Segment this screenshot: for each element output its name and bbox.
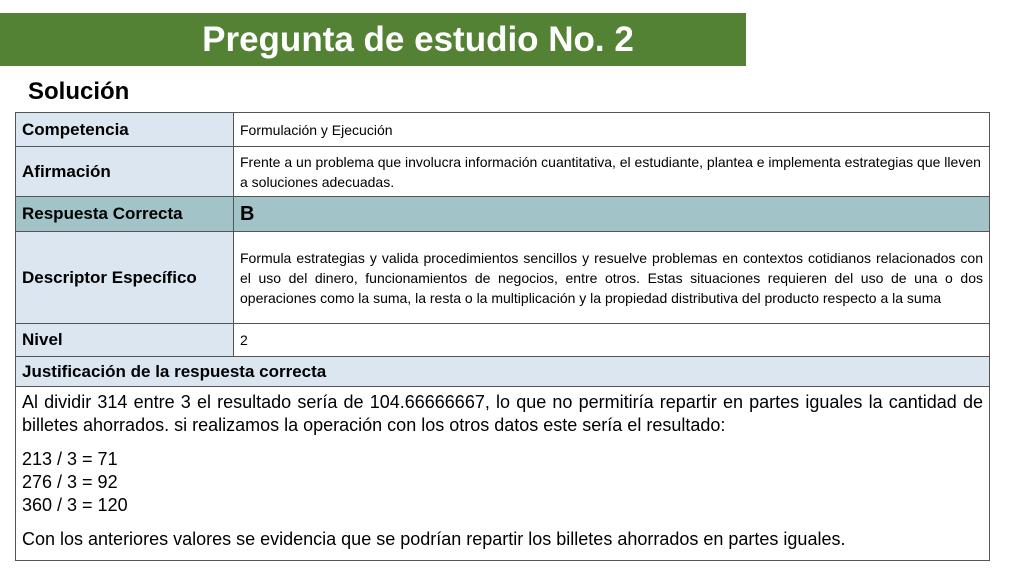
title-bar — [0, 13, 746, 66]
calculations-list — [22, 448, 983, 517]
row-afirmacion — [16, 147, 990, 197]
row-descriptor — [16, 232, 990, 324]
justificacion-heading: Justificación de la respuesta correcta — [16, 357, 990, 387]
descriptor-value: Formula estrategias y valida procedimientos sencillos y resuelve problemas en contextos cotidianos relacionados con el uso del dinero, funcionamientos de negocios, entre otros. Estas situaciones requieren del uso de una o dos operaciones como la suma, la resta o la multiplicación y la propiedad distributiva del producto respecto a la suma — [234, 232, 990, 324]
row-competencia — [16, 113, 990, 147]
descriptor-label: Descriptor Específico — [16, 232, 234, 324]
justificacion-body — [16, 387, 990, 561]
nivel-label: Nivel — [16, 324, 234, 357]
nivel-value: 2 — [234, 324, 990, 357]
calculation-line: 360 / 3 = 120 — [22, 495, 128, 515]
competencia-value: Formulación y Ejecución — [234, 113, 990, 147]
row-nivel — [16, 324, 990, 357]
justificacion-paragraph-1: Al dividir 314 entre 3 el resultado sería de 104.66666667, lo que no permitiría repartir en partes iguales la cantidad de billetes ahorrados. si realizamos la operación con los otros datos este sería el resultado: — [22, 392, 983, 435]
afirmacion-value: Frente a un problema que involucra información cuantitativa, el estudiante, plantea e implementa estrategias que lleven a soluciones adecuadas. — [234, 147, 990, 197]
row-justificacion-body — [16, 387, 990, 561]
afirmacion-label: Afirmación — [16, 147, 234, 197]
solution-table — [15, 112, 990, 561]
respuesta-label: Respuesta Correcta — [16, 197, 234, 232]
calculation-line: 276 / 3 = 92 — [22, 472, 118, 492]
justificacion-paragraph-2: Con los anteriores valores se evidencia que se podrían repartir los billetes ahorrados en partes iguales. — [22, 529, 846, 549]
calculation-line: 213 / 3 = 71 — [22, 449, 118, 469]
row-justificacion-heading — [16, 357, 990, 387]
respuesta-value: B — [234, 197, 990, 232]
page-title: Pregunta de estudio No. 2 — [202, 19, 634, 59]
competencia-label: Competencia — [16, 113, 234, 147]
solution-heading: Solución — [28, 78, 130, 105]
row-respuesta — [16, 197, 990, 232]
